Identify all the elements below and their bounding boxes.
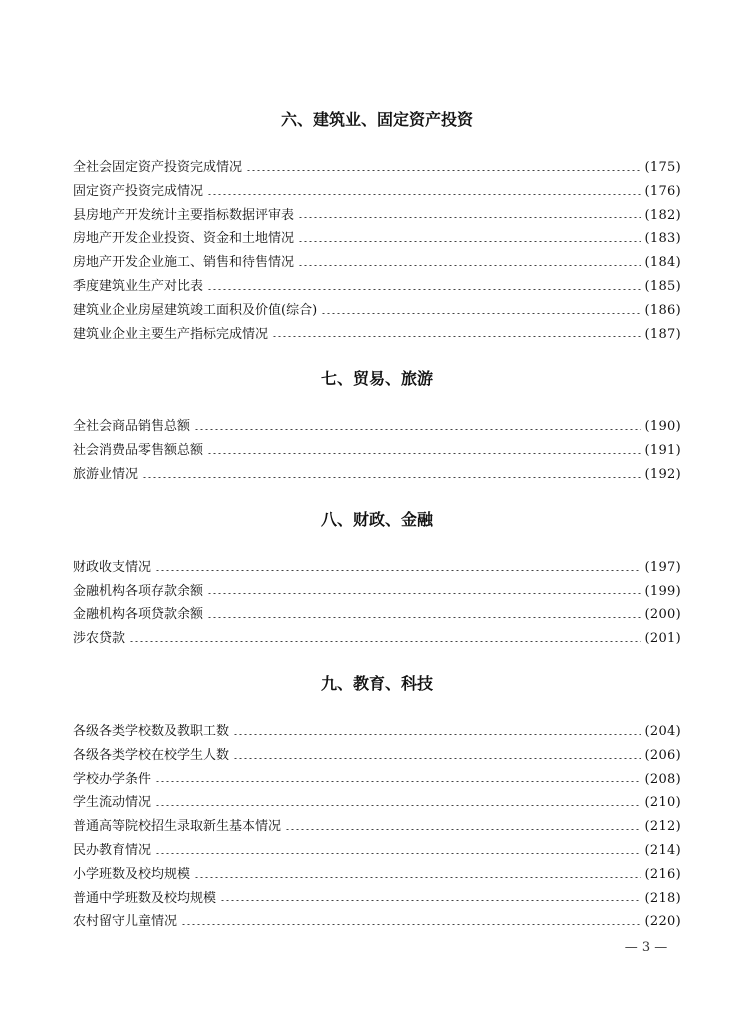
- dot-leader: [155, 805, 641, 806]
- toc-entry[interactable]: [73, 839, 681, 863]
- dot-leader: [155, 853, 641, 854]
- toc-page-number: (191): [644, 443, 681, 459]
- toc-entry[interactable]: [73, 463, 681, 487]
- toc-entry[interactable]: [73, 910, 681, 934]
- toc-entry[interactable]: [73, 180, 681, 204]
- toc-page-number: (182): [644, 207, 681, 223]
- toc-page-number: (192): [644, 466, 681, 482]
- toc-list: [73, 720, 681, 934]
- toc-entry-title: 金融机构各项存款余额: [73, 583, 204, 599]
- toc-entry-title: 社会消费品零售额总额: [73, 443, 204, 459]
- dot-leader: [155, 570, 641, 571]
- toc-list: [73, 415, 681, 486]
- toc-entry[interactable]: [73, 768, 681, 792]
- toc-entry-title: 固定资产投资完成情况: [73, 183, 204, 199]
- toc-entry-title: 农村留守儿童情况: [73, 914, 178, 930]
- toc-section-construction: [73, 108, 681, 346]
- toc-entry[interactable]: [73, 744, 681, 768]
- toc-entry[interactable]: [73, 863, 681, 887]
- toc-entry-title: 金融机构各项贷款余额: [73, 607, 204, 623]
- toc-entry-title: 建筑业企业主要生产指标完成情况: [73, 326, 269, 342]
- dot-leader: [142, 477, 641, 478]
- toc-entry[interactable]: [73, 227, 681, 251]
- toc-entry[interactable]: [73, 887, 681, 911]
- toc-entry-title: 季度建筑业生产对比表: [73, 278, 204, 294]
- toc-entry-title: 全社会商品销售总额: [73, 419, 191, 435]
- toc-entry[interactable]: [73, 627, 681, 651]
- dot-leader: [321, 313, 640, 314]
- dot-leader: [233, 734, 641, 735]
- section-title: 七、贸易、旅游: [320, 369, 433, 389]
- toc-entry[interactable]: [73, 251, 681, 275]
- toc-page-number: (201): [644, 631, 681, 647]
- toc-page-number: (220): [644, 914, 681, 930]
- toc-page-number: (212): [644, 819, 681, 835]
- toc-entry[interactable]: [73, 815, 681, 839]
- toc-section-trade-tourism: [73, 367, 681, 486]
- toc-entry[interactable]: [73, 791, 681, 815]
- dot-leader: [181, 924, 641, 925]
- toc-page-number: (208): [644, 771, 681, 787]
- toc-page-number: (200): [644, 607, 681, 623]
- dot-leader: [220, 900, 641, 901]
- toc-entry[interactable]: [73, 323, 681, 347]
- toc-section-education: [73, 672, 681, 934]
- toc-entry-title: 学校办学条件: [73, 771, 152, 787]
- toc-page-number: (175): [644, 160, 681, 175]
- toc-entry[interactable]: [73, 156, 681, 180]
- dot-leader: [194, 877, 641, 878]
- toc-page-number: (184): [644, 255, 681, 271]
- toc-page-number: (187): [644, 326, 681, 342]
- dot-leader: [298, 217, 641, 218]
- toc-entry[interactable]: [73, 556, 681, 580]
- dot-leader: [207, 453, 641, 454]
- dot-leader: [129, 641, 641, 642]
- toc-entry-title: 房地产开发企业施工、销售和待售情况: [73, 255, 295, 271]
- toc-page-number: (210): [644, 795, 681, 811]
- toc-page-number: (204): [644, 723, 681, 739]
- toc-list: [73, 156, 681, 346]
- toc-entry[interactable]: [73, 603, 681, 627]
- toc-entry[interactable]: [73, 580, 681, 604]
- toc-entry-title: 财政收支情况: [73, 559, 152, 575]
- toc-entry-title: 民办教育情况: [73, 842, 152, 858]
- toc-entry[interactable]: [73, 720, 681, 744]
- page-number: — 3 —: [624, 940, 668, 955]
- toc-entry[interactable]: [73, 415, 681, 439]
- toc-entry-title: 各级各类学校数及教职工数: [73, 723, 230, 739]
- dot-leader: [155, 781, 641, 782]
- dot-leader: [207, 617, 641, 618]
- toc-section-finance: [73, 508, 681, 651]
- toc-entry-title: 建筑业企业房屋建筑竣工面积及价值(综合): [73, 302, 318, 318]
- toc-entry-title: 小学班数及校均规模: [73, 866, 191, 882]
- toc-page-number: (185): [644, 278, 681, 294]
- toc-page-number: (176): [644, 183, 681, 199]
- section-title: 九、教育、科技: [320, 673, 433, 693]
- table-of-contents: [73, 108, 681, 934]
- toc-page-number: (190): [644, 419, 681, 435]
- dot-leader: [298, 265, 641, 266]
- toc-entry-title: 县房地产开发统计主要指标数据评审表: [73, 207, 295, 223]
- toc-entry-title: 各级各类学校在校学生人数: [73, 747, 230, 763]
- toc-entry[interactable]: [73, 275, 681, 299]
- toc-entry[interactable]: [73, 299, 681, 323]
- toc-page-number: (216): [644, 866, 681, 882]
- section-title: 八、财政、金融: [320, 509, 433, 529]
- toc-page-number: (197): [644, 559, 681, 575]
- dot-leader: [272, 336, 641, 337]
- section-title: 六、建筑业、固定资产投资: [280, 110, 473, 129]
- dot-leader: [194, 429, 641, 430]
- toc-page-number: (218): [644, 890, 681, 906]
- dot-leader: [285, 829, 641, 830]
- toc-page-number: (214): [644, 842, 681, 858]
- dot-leader: [246, 170, 641, 171]
- dot-leader: [207, 289, 641, 290]
- toc-page-number: (206): [644, 747, 681, 763]
- dot-leader: [207, 194, 641, 195]
- toc-page-number: (199): [644, 583, 681, 599]
- toc-page-number: (186): [644, 302, 681, 318]
- dot-leader: [298, 241, 641, 242]
- toc-entry-title: 全社会固定资产投资完成情况: [73, 160, 243, 175]
- toc-entry-title: 旅游业情况: [73, 466, 139, 482]
- toc-entry-title: 普通中学班数及校均规模: [73, 890, 217, 906]
- toc-page-number: (183): [644, 231, 681, 247]
- toc-entry-title: 房地产开发企业投资、资金和土地情况: [73, 231, 295, 247]
- toc-entry-title: 学生流动情况: [73, 795, 152, 811]
- toc-list: [73, 556, 681, 651]
- toc-entry[interactable]: [73, 204, 681, 228]
- toc-entry[interactable]: [73, 439, 681, 463]
- dot-leader: [207, 593, 641, 594]
- dot-leader: [233, 758, 641, 759]
- toc-entry-title: 普通高等院校招生录取新生基本情况: [73, 819, 282, 835]
- toc-entry-title: 涉农贷款: [73, 631, 126, 647]
